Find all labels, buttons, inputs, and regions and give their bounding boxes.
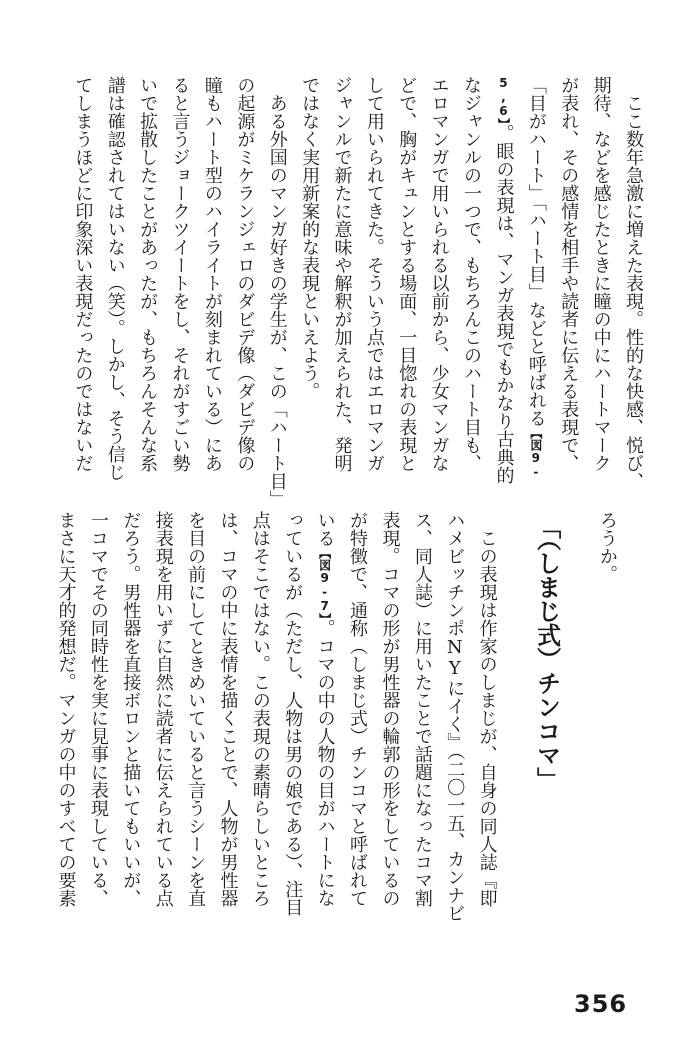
text-fragment: 「目がハート」「ハート目」などと呼ばれる [525, 76, 547, 427]
text-line [519, 76, 551, 508]
text-fragment: 。眼の表現は、マンガ表現でもかなり古典的 [493, 124, 515, 484]
text-line: ではなく実用新案的な表現といえよう。 [299, 76, 321, 400]
section-heading: 「（しまじ式）チンコマ」 [532, 515, 561, 791]
text-line: どで、胸がキュンとする場面、一目惚れの表現と [396, 76, 418, 472]
text-line: ある外国のマンガ好きの学生が、この「ハート目」 [266, 76, 288, 508]
text-line: 譜は確認されてはいない（笑）。しかし、そう信じ [104, 76, 126, 481]
text-line: して用いられてきた。そういう点ではエロマンガ [363, 76, 385, 472]
figure-reference: 【図9-7】 [317, 547, 332, 619]
text-line: は、コマの中に表情を描くことで、人物が男性器 [217, 511, 239, 907]
text-line: いで拡散したことがあったが、もちろんそんな系 [137, 76, 159, 472]
text-line: てしまうほどに印象深い表現だったのではないだ [72, 76, 94, 472]
text-line: この表現は作家のしまじが、自身の同人誌『即 [476, 511, 498, 907]
text-line: 瞳もハート型のハイライトが刻まれている）にあ [201, 76, 223, 472]
figure-reference: 5,6】 [496, 76, 511, 124]
page-number: 356 [574, 990, 628, 1018]
text-line: まさに天才的発想だ。マンガの中のすべての要素 [55, 511, 77, 907]
text-line: が表れ、その感情を相手や読者に伝える表現で、 [558, 76, 580, 472]
text-fragment: いる [314, 511, 336, 547]
body-text-bottom [49, 511, 623, 922]
text-line: 期待、などを感じたときに瞳の中にハートマーク [590, 76, 612, 472]
body-text-top [66, 76, 649, 508]
text-line: を目の前にしてときめいていると言うシーンを直 [185, 511, 207, 907]
text-line [308, 511, 340, 922]
text-line: 接表現を用いずに自然に読者に伝えられている点 [152, 511, 174, 907]
text-line: ろうか。 [597, 511, 618, 583]
figure-reference: 【図9- [528, 427, 543, 479]
text-line: 点はそこではない。この表現の素晴らしいところ [249, 511, 271, 907]
text-fragment: 。コマの中の人物の目がハートにな [314, 619, 336, 907]
text-line: ると言うジョークツイートをし、それがすごい勢 [169, 76, 191, 472]
text-line: 一コマでその同時性を実に見事に表現している、 [87, 511, 109, 907]
text-line: っているが（ただし、人物は男の娘である）、注目 [282, 511, 304, 916]
text-line: が特徴で、通称（しまじ式）チンコマと呼ばれて [347, 511, 369, 907]
text-line: 表現。コマの形が男性器の輪郭の形をしているの [379, 511, 401, 907]
text-line [487, 76, 519, 508]
text-line: なジャンルの一つで、もちろんこのハート目も、 [461, 76, 483, 472]
text-line: ス、同人誌）に用いたことで話題になったコマ割 [411, 511, 433, 907]
text-line: ハメビッチンポNYにイく』（二〇一五、カンナビ [444, 511, 466, 922]
text-line: エロマンガで用いられる以前から、少女マンガな [428, 76, 450, 472]
text-line: の起源がミケランジェロのダビデ像（ダビデ像の [234, 76, 256, 472]
text-line: ジャンルで新たに意味や解釈が加えられた、発明 [331, 76, 353, 472]
text-line: だろう。男性器を直接ボロンと描いてもいいが、 [120, 511, 142, 907]
text-line: ここ数年急激に増えた表現。性的な快感、悦び、 [623, 76, 644, 490]
